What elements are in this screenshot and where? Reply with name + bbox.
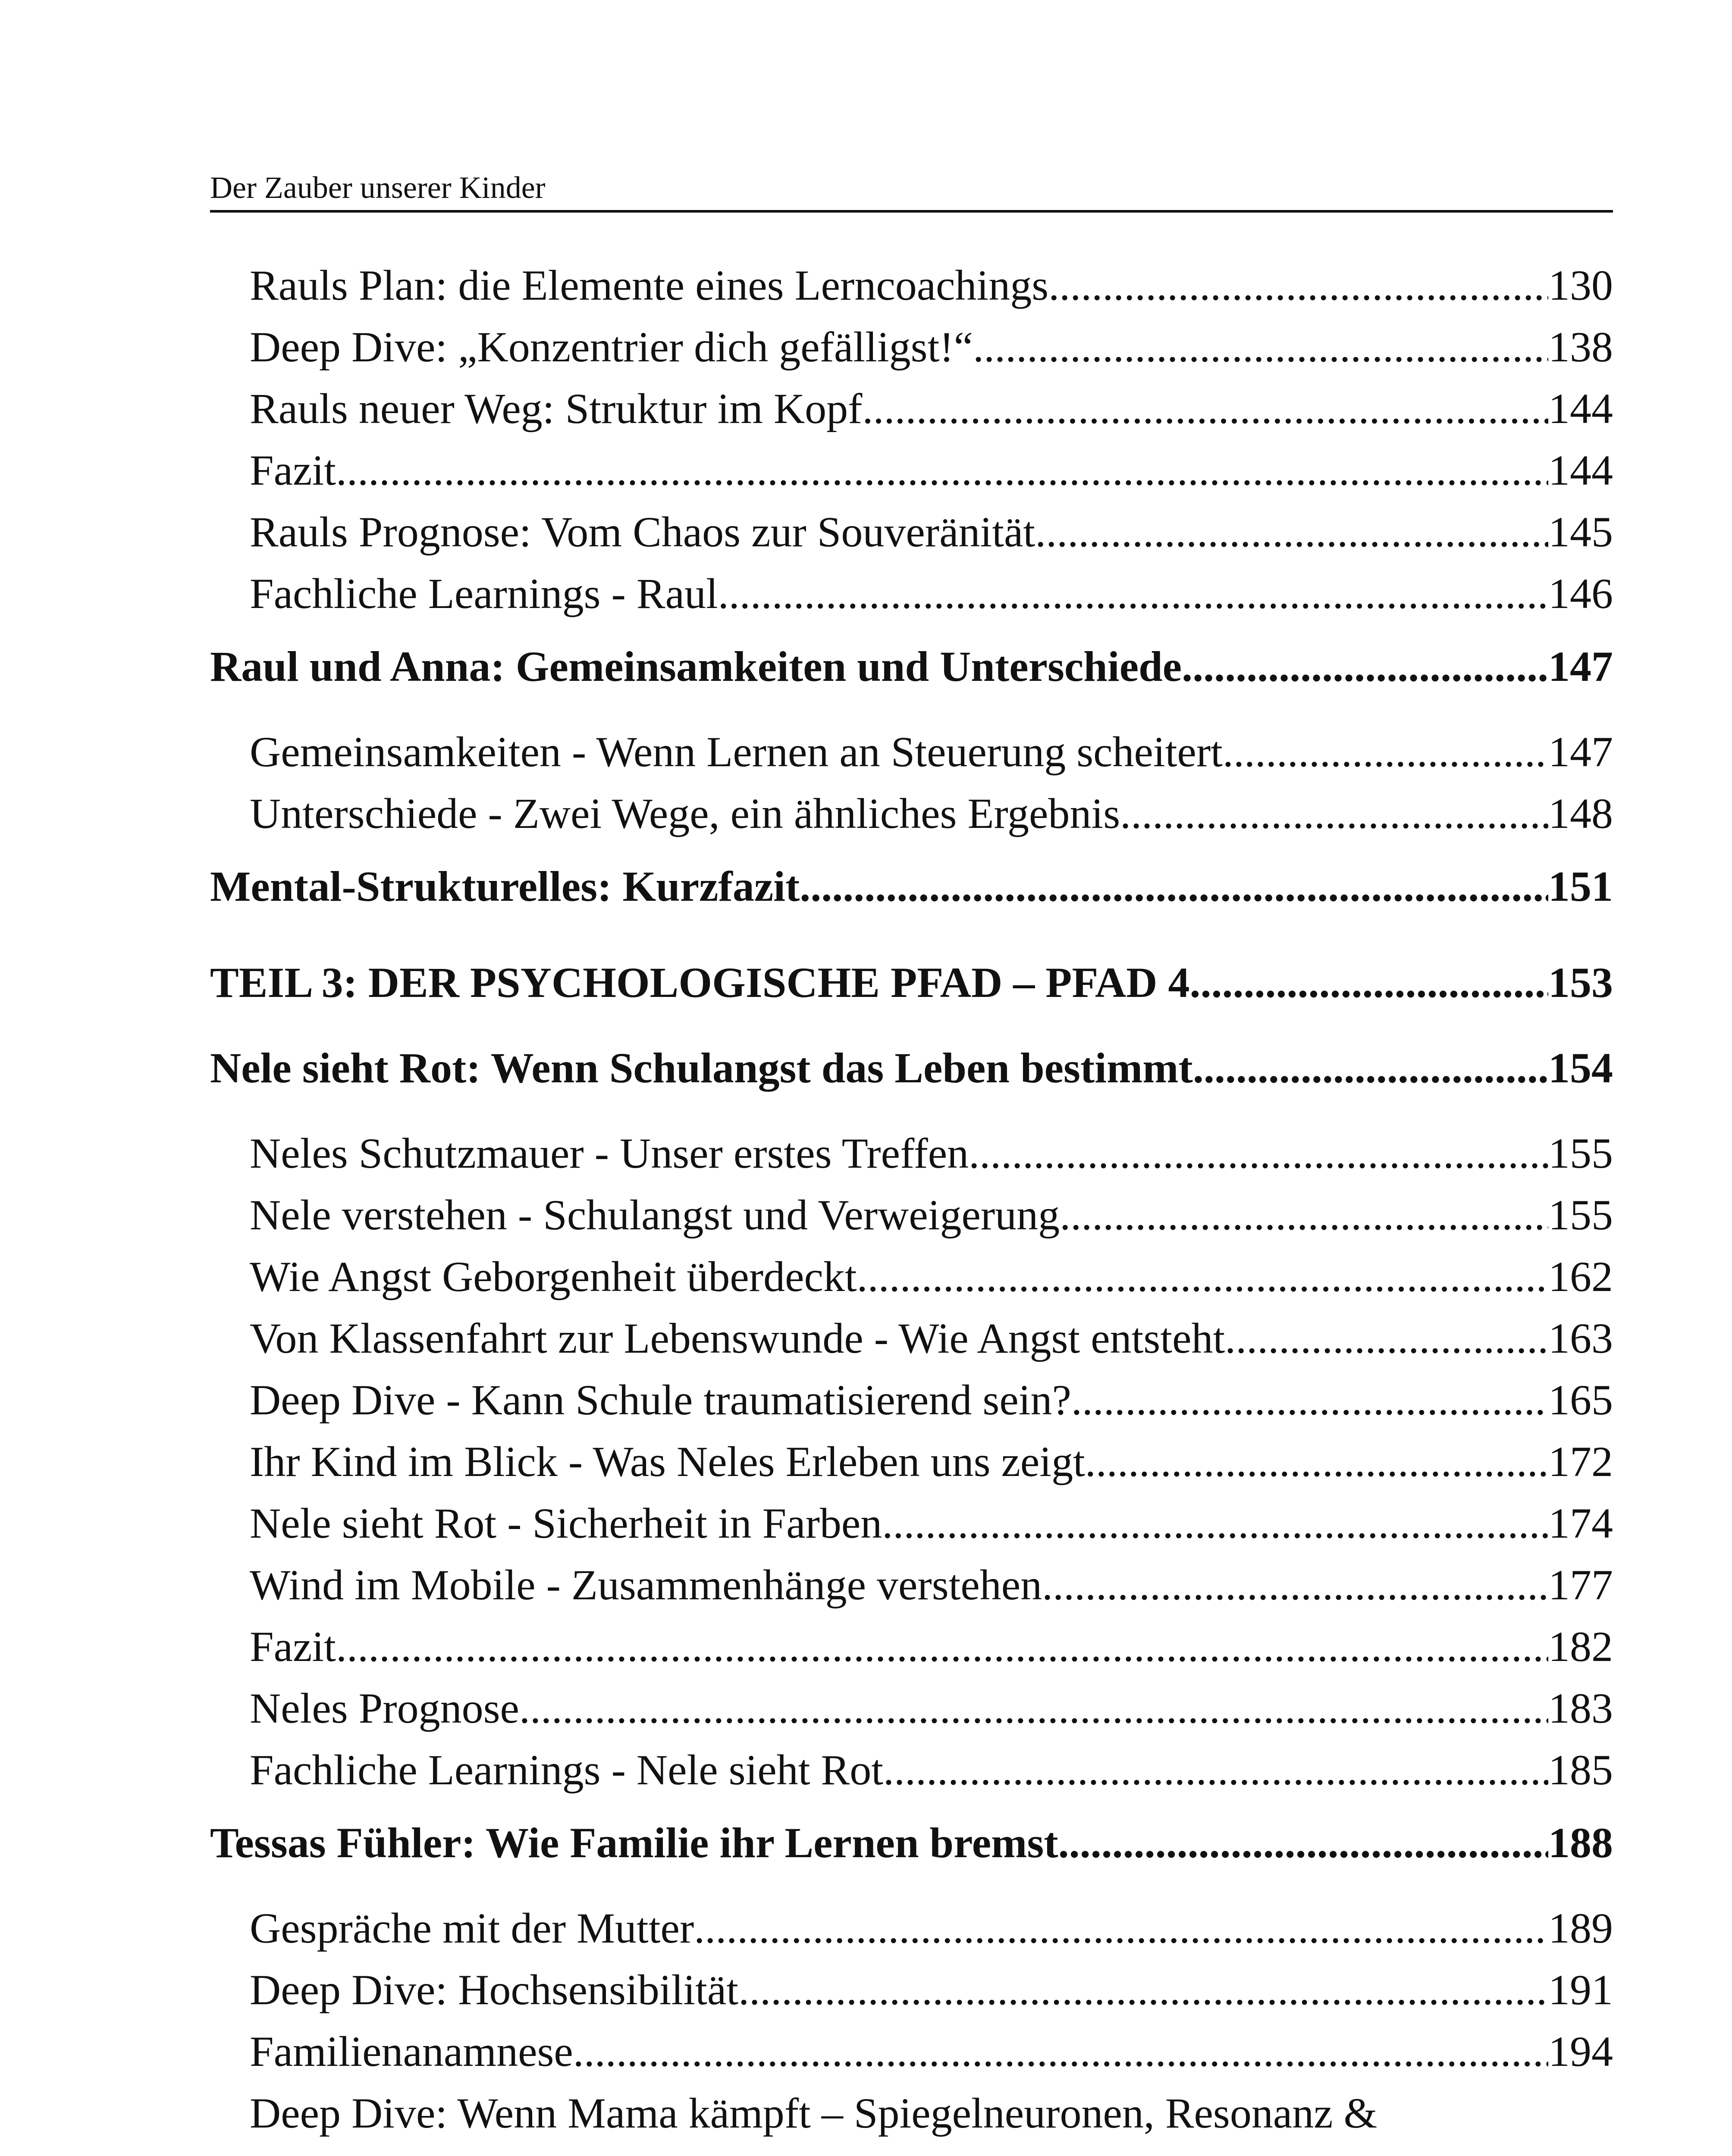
toc-entry[interactable] — [210, 316, 1613, 378]
toc-leader-dots — [336, 1616, 1548, 1677]
toc-entry-title: Nele sieht Rot - Sicherheit in Farben — [250, 1499, 882, 1547]
toc-entry[interactable] — [210, 1122, 1613, 1184]
toc-entry-title: Neles Prognose — [250, 1684, 519, 1732]
toc-entry-page: 188 — [1548, 1819, 1613, 1867]
toc-entry-page: 182 — [1548, 1623, 1613, 1670]
toc-entry-title: Fazit — [250, 1623, 336, 1670]
toc-entry[interactable] — [210, 1677, 1613, 1739]
toc-entry-page: 144 — [1548, 385, 1613, 432]
toc-entry[interactable] — [210, 1616, 1613, 1677]
toc-leader-dots — [1193, 1037, 1548, 1099]
toc-leader-dots — [1223, 721, 1548, 783]
toc-entry-title: Deep Dive: „Konzentrier dich gefälligst!“ — [250, 323, 973, 371]
toc-leader-dots — [1085, 1431, 1548, 1492]
toc-leader-dots — [738, 1959, 1548, 2021]
toc-entry-page: 165 — [1548, 1376, 1613, 1424]
toc-leader-dots — [1225, 1307, 1548, 1369]
toc-chapter-entry[interactable] — [210, 856, 1613, 917]
toc-chapter-entry[interactable] — [210, 636, 1613, 697]
toc-entry-title: Wie Angst Geborgenheit überdeckt — [250, 1253, 857, 1300]
toc-entry-page: 153 — [1548, 959, 1613, 1006]
toc-entry[interactable] — [210, 1246, 1613, 1307]
running-header — [210, 166, 1613, 209]
toc-entry-title: Wind im Mobile - Zusammenhänge verstehen — [250, 1561, 1042, 1609]
toc-entry-title: Raul und Anna: Gemeinsamkeiten und Unterschiede — [210, 642, 1182, 690]
toc-entry-page: 162 — [1548, 1253, 1613, 1300]
toc-entry-title: Fachliche Learnings - Nele sieht Rot — [250, 1746, 883, 1794]
toc-entry-page: 172 — [1548, 1438, 1613, 1485]
toc-entry[interactable] — [210, 1554, 1613, 1616]
toc-leader-dots — [969, 1122, 1548, 1184]
toc-entry[interactable] — [210, 378, 1613, 439]
toc-entry[interactable] — [210, 439, 1613, 501]
toc-leader-dots — [1042, 1554, 1548, 1616]
toc-entry-page: 177 — [1548, 1561, 1613, 1609]
toc-leader-dots — [1071, 1369, 1548, 1431]
toc-chapter-entry[interactable] — [210, 1812, 1613, 1874]
toc-entry[interactable] — [210, 1739, 1613, 1801]
toc-entry-page: 163 — [1548, 1314, 1613, 1362]
toc-entry-title: Rauls Plan: die Elemente eines Lerncoachings — [250, 261, 1049, 309]
toc-entry-page: 155 — [1548, 1129, 1613, 1177]
toc-entry-title: Gespräche mit der Mutter — [250, 1904, 694, 1952]
toc-entry-page: 147 — [1548, 728, 1613, 776]
table-of-contents — [210, 254, 1613, 2144]
toc-entry[interactable] — [210, 1492, 1613, 1554]
toc-entry-title: Ihr Kind im Blick - Was Neles Erleben uns zeigt — [250, 1438, 1085, 1485]
toc-leader-dots — [1058, 1812, 1548, 1874]
toc-leader-dots — [800, 856, 1548, 917]
toc-entry-title: Deep Dive: Wenn Mama kämpft – Spiegelneuronen, Resonanz & — [250, 2089, 1377, 2137]
toc-entry-title: Neles Schutzmauer - Unser erstes Treffen — [250, 1129, 969, 1177]
toc-entry-title: Nele sieht Rot: Wenn Schulangst das Leben bestimmt — [210, 1044, 1193, 1092]
toc-entry-page: 144 — [1548, 446, 1613, 494]
toc-entry[interactable] — [210, 1369, 1613, 1431]
toc-entry-page: 183 — [1548, 1684, 1613, 1732]
toc-entry-title: Fazit — [250, 446, 336, 494]
toc-chapter-entry[interactable] — [210, 1037, 1613, 1099]
toc-entry[interactable] — [210, 1307, 1613, 1369]
toc-entry-page: 189 — [1548, 1904, 1613, 1952]
toc-leader-dots — [1060, 1184, 1548, 1246]
toc-entry[interactable] — [210, 783, 1613, 844]
toc-entry[interactable] — [210, 563, 1613, 624]
toc-entry[interactable] — [210, 1431, 1613, 1492]
toc-leader-dots — [1048, 254, 1548, 316]
toc-entry-title: Fachliche Learnings - Raul — [250, 570, 718, 617]
toc-entry-title: TEIL 3: DER PSYCHOLOGISCHE PFAD – PFAD 4 — [210, 959, 1190, 1006]
toc-entry-page: 194 — [1548, 2028, 1613, 2075]
toc-leader-dots — [862, 378, 1548, 439]
toc-leader-dots — [883, 1739, 1548, 1801]
toc-entry-title: Familienanamnese — [250, 2028, 573, 2075]
toc-entry[interactable] — [210, 1184, 1613, 1246]
toc-entry-page: 185 — [1548, 1746, 1613, 1794]
toc-entry-page: 148 — [1548, 790, 1613, 837]
toc-entry-title: Gemeinsamkeiten - Wenn Lernen an Steuerung scheitert — [250, 728, 1223, 776]
toc-entry[interactable] — [210, 501, 1613, 563]
toc-chapter-entry[interactable] — [210, 952, 1613, 1013]
toc-entry-page: 174 — [1548, 1499, 1613, 1547]
toc-entry-title: Mental-Strukturelles: Kurzfazit — [210, 862, 800, 910]
toc-entry-page: 154 — [1548, 1044, 1613, 1092]
toc-entry-page: 130 — [1548, 261, 1613, 309]
toc-entry[interactable] — [210, 2082, 1613, 2144]
toc-leader-dots — [1182, 636, 1548, 697]
toc-entry[interactable] — [210, 2021, 1613, 2082]
toc-entry-page: 146 — [1548, 570, 1613, 617]
toc-entry-title: Unterschiede - Zwei Wege, ein ähnliches Ergebnis — [250, 790, 1120, 837]
toc-entry-title: Deep Dive: Hochsensibilität — [250, 1966, 739, 2014]
toc-entry[interactable] — [210, 254, 1613, 316]
toc-entry-title: Tessas Fühler: Wie Familie ihr Lernen bremst — [210, 1819, 1058, 1867]
toc-entry-title: Deep Dive - Kann Schule traumatisierend sein? — [250, 1376, 1071, 1424]
toc-leader-dots — [519, 1677, 1548, 1739]
toc-entry-page: 151 — [1548, 862, 1613, 910]
toc-leader-dots — [973, 316, 1548, 378]
toc-leader-dots — [1189, 952, 1548, 1013]
toc-entry-page: 138 — [1548, 323, 1613, 371]
toc-leader-dots — [718, 563, 1548, 624]
toc-leader-dots — [882, 1492, 1548, 1554]
toc-leader-dots — [573, 2021, 1548, 2082]
toc-entry-page: 147 — [1548, 642, 1613, 690]
toc-entry[interactable] — [210, 1897, 1613, 1959]
toc-entry-title: Rauls Prognose: Vom Chaos zur Souveränität — [250, 508, 1035, 556]
toc-entry-title: Rauls neuer Weg: Struktur im Kopf — [250, 385, 863, 432]
book-title: Der Zauber unserer Kinder — [210, 170, 546, 205]
toc-leader-dots — [857, 1246, 1548, 1307]
header-rule — [210, 210, 1613, 213]
toc-entry-page: 155 — [1548, 1191, 1613, 1239]
toc-entry-page: 145 — [1548, 508, 1613, 556]
toc-leader-dots — [694, 1897, 1548, 1959]
toc-leader-dots — [1120, 783, 1548, 844]
toc-leader-dots — [336, 439, 1548, 501]
toc-entry[interactable] — [210, 1959, 1613, 2021]
toc-entry[interactable] — [210, 721, 1613, 783]
toc-leader-dots — [1035, 501, 1548, 563]
toc-entry-title: Von Klassenfahrt zur Lebenswunde - Wie Angst entsteht — [250, 1314, 1225, 1362]
toc-entry-title: Nele verstehen - Schulangst und Verweigerung — [250, 1191, 1060, 1239]
toc-entry-page: 191 — [1548, 1966, 1613, 2014]
